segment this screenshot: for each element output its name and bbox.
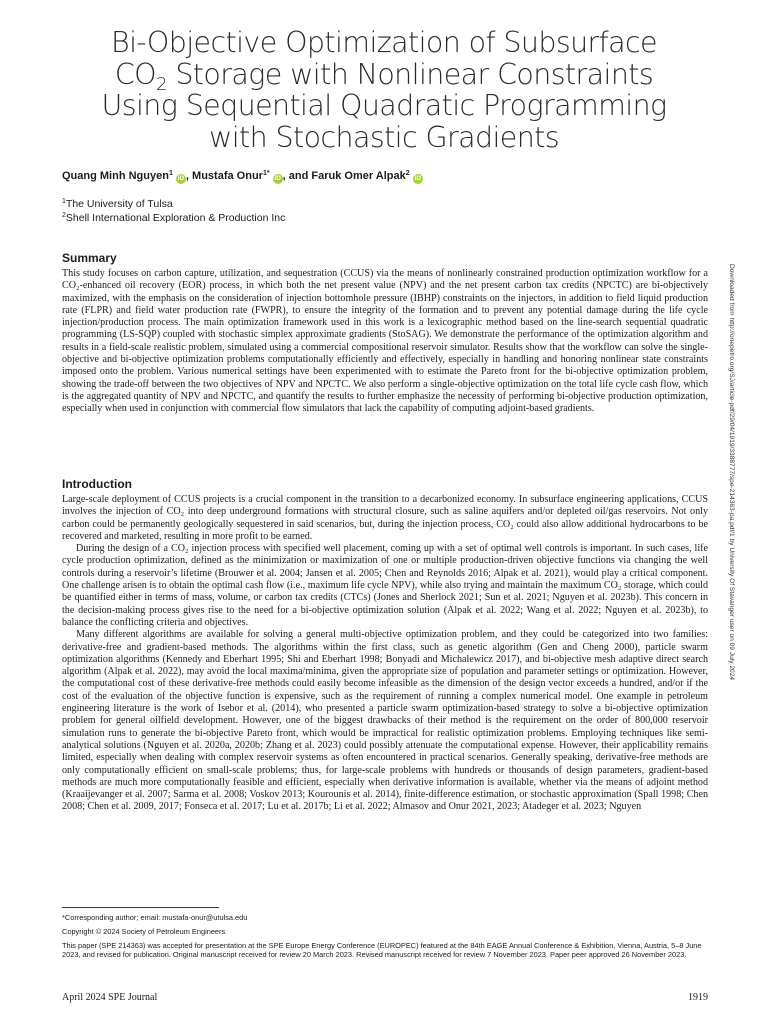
orcid-icon[interactable]: iD bbox=[177, 175, 185, 182]
author-list bbox=[62, 170, 423, 184]
author-affil-sup: 2 bbox=[405, 170, 410, 177]
orcid-icon[interactable]: iD bbox=[274, 175, 281, 182]
title-line-1: Bi-Objective Optimization of Subsurface bbox=[111, 26, 657, 59]
title-line-3: Using Sequential Quadratic Programming bbox=[101, 89, 667, 122]
download-notice: Downloaded from http://onepetro.org/SJ/article-pdf/29/04/1919/3388777/spe-214363-pa.pdf/1 by University Of Stavanger user on 09 July 2024 bbox=[728, 264, 735, 681]
summary-paragraph bbox=[62, 268, 708, 416]
paper-title bbox=[40, 27, 728, 153]
affiliation-text: The University of Tulsa bbox=[65, 198, 173, 210]
title-line-2-rest: Storage with Nonlinear Constraints bbox=[166, 57, 654, 91]
author-name: Mustafa Onur bbox=[192, 170, 263, 182]
affiliation-sup: 1 bbox=[62, 198, 66, 205]
journal-footer: April 2024 SPE Journal bbox=[62, 992, 158, 1003]
title-co2-subscript: 2 bbox=[156, 73, 167, 95]
affiliation-sup: 2 bbox=[62, 212, 66, 219]
summary-text: This study focuses on carbon capture, utilization, and sequestration (CCUS) via the means of nonlinearly constrained production optimization workflow for a bbox=[62, 268, 708, 279]
affiliation-text: Shell International Exploration & Production Inc bbox=[65, 212, 286, 224]
affiliation bbox=[62, 198, 173, 210]
summary-text: -enhanced oil recovery (EOR) process, in which both the net present value (NPV) and the net present carbon tax credits (NPCTC) are bi-objectively maximized, with the emphasis on the consideration of injection bottomhole pressure (IBHP) constraints on the injectors, in addition to field liquid production rate (FLPR) and field water production rate (FWPR), to ensure the integrity of the formation and to prevent any potential damage during the life cycle injection/production process. The main optimization framework used in this work is a lexicographic method based on the line-search sequential quadratic programming (LS-SQP) coupled with stochastic simplex approximate gradients (StoSAG). We demonstrate the performance of the optimization algorithm and results in a field-scale realistic problem, simulated using a commercial compositional reservoir simulator. Results show that the workflow can solve the single-objective and bi-objective optimization problems computationally efficiently and effectively, especially in handling and honoring nonlinear state constraints imposed onto the problem. Various numerical settings have been experimented with to estimate the Pareto front for the bi-objective optimization problem, showing the trade-off between the two objectives of NPV and NPCTC. We also perform a single-objective optimization on the total life cycle cash flow, which is the aggregated quantity of NPV and NPCTC, and quantify the results to further emphasize the necessity of performing bi-objective production optimization, especially when used in conjunction with commercial flow simulators that lack the capability of computing adjoint-based gradients. bbox=[62, 280, 708, 415]
intro-paragraph-3: Many different algorithms are available for solving a general multi-objective optimization problem, and they could be categorized into two families: derivative-free and gradient-based methods. The algorithms within the first class, such as genetic algorithm (Gen and Cheng 2000), particle swarm optimization algorithms (Kennedy and Eberhart 1995; Shi and Eberhart 1998; Bonyadi and Michalewicz 2017), and bi-objective mesh adaptive direct search algorithm (Alpak et al. 2022), may avoid the local maxima/minima, given the appropriate size of population and parameter settings or optimization. However, the computational cost of these derivative-free methods could easily become infeasible as the dimension of the design vector exceeds a hundred, and/or if the cost of the evaluation of the objective function is expensive, such as the requirement of running a complex numerical model. One example in petroleum engineering literature is the work of Isebor et al. (2014), who presented a particle swarm optimization-based strategy to solve a bi-objective optimization problem for general oilfield development. However, one of the biggest drawbacks of their method is the requirement on the order of 800,000 reservoir simulation runs to generate the bi-objective Pareto front, which would be impractical for realistic optimization problems. Employing techniques like semi-analytical solutions (Nguyen et al. 2020a, 2020b; Zhang et al. 2023) could possibly attenuate the computational expense. However, their applicability remains limited, especially when dealing with complex reservoir systems as often encountered in practical scenarios. Generally speaking, derivative-free methods are only computationally efficient on small-scale problems; thus, for large-scale problems with hundreds or thousands of design parameters, gradient-based methods are much more computationally feasible and efficient, especially when derivative information is available, whether via the means of adjoint method (Kraaijevanger et al. 2007; Sarma et al. 2008; Voskov 2013; Kourounis et al. 2014), finite-difference estimation, or stochastic approximation (Spall 1998; Chen 2008; Chen et al. 2009, 2017; Fonseca et al. 2017; Lu et al. 2017b; Li et al. 2022; Almasov and Onur 2021, 2023; Atadeger et al. 2023; Nguyen bbox=[62, 629, 708, 813]
intro-paragraph-1: Large-scale deployment of CCUS projects is a crucial component in the transition to a decarbonized economy. In subsurface engineering applications, CCUS involves the injection of CO₂ into deep underground formations with structural closure, such as saline aquifers and/or depleted oil/gas reservoirs. Not only carbon could be permanently geologically sequestered in said scenarios, but, during the injection process, CO₂ could also allow additional hydrocarbons to be recovered and marketed, resulting in more profit to be earned. bbox=[62, 494, 708, 542]
title-co-text: CO bbox=[114, 57, 156, 91]
affiliation bbox=[62, 212, 285, 224]
author-separator: , bbox=[185, 170, 193, 182]
introduction-body bbox=[62, 494, 708, 814]
author-name: Quang Minh Nguyen bbox=[62, 170, 169, 182]
orcid-icon[interactable]: iD bbox=[414, 175, 421, 182]
paper-history-note: This paper (SPE 214363) was accepted for presentation at the SPE Europe Energy Conference (EUROPEC) featured at the 84th EAGE Annual Conference & Exhibition, Vienna, Austria, 5–8 June 2023, and revised for publication. Original manuscript received for review 20 March 2023. Revised manuscript received for review 7 November 2023. Paper peer approved 26 November 2023. bbox=[62, 941, 702, 960]
summary-heading: Summary bbox=[62, 251, 117, 265]
title-line-4: with Stochastic Gradients bbox=[209, 120, 559, 154]
intro-paragraph-2: During the design of a CO₂ injection process with specified well placement, coming up with a set of optimal well controls is important. In such cases, life cycle production optimization, defined as the minimization or maximization of one or multiple production-driven objective functions via changing the well controls during a reservoir’s lifetime (Brouwer et al. 2004; Jansen et al. 2005; Chen and Reynolds 2016; Alpak et al. 2021), would play a critical component. One challenge arisen is to obtain the optimal cash flow (i.e., maximum life cycle NPV), while also trying and maintain the maximum CO₂ storage, which could be quantified either in terms of mass, volume, or carbon tax credits (CTCs) (Jones and Sherlock 2021; Sun et al. 2021; Nguyen et al. 2023b). This concern in the decision-making process gives rise to the need for a bi-objective optimization solution (Alpak et al. 2022; Wang et al. 2022; Nguyen et al. 2023b), to balance the conflicting criteria and objectives. bbox=[62, 543, 708, 628]
copyright-note: Copyright © 2024 Society of Petroleum Engineers bbox=[62, 927, 226, 936]
corresponding-author-note: *Corresponding author; email: mustafa-onur@utulsa.edu bbox=[62, 913, 248, 922]
author-separator: , and bbox=[282, 170, 312, 182]
author-affil-sup: 1 bbox=[168, 170, 173, 177]
page-number: 1919 bbox=[688, 992, 708, 1003]
introduction-heading: Introduction bbox=[62, 477, 132, 491]
title-line-2 bbox=[40, 57, 728, 95]
summary-co2: CO₂ bbox=[62, 280, 80, 292]
summary-body bbox=[62, 268, 708, 416]
author-affil-sup: 1* bbox=[262, 170, 270, 177]
footnote-divider bbox=[62, 907, 219, 908]
author-name: Faruk Omer Alpak bbox=[311, 170, 406, 182]
